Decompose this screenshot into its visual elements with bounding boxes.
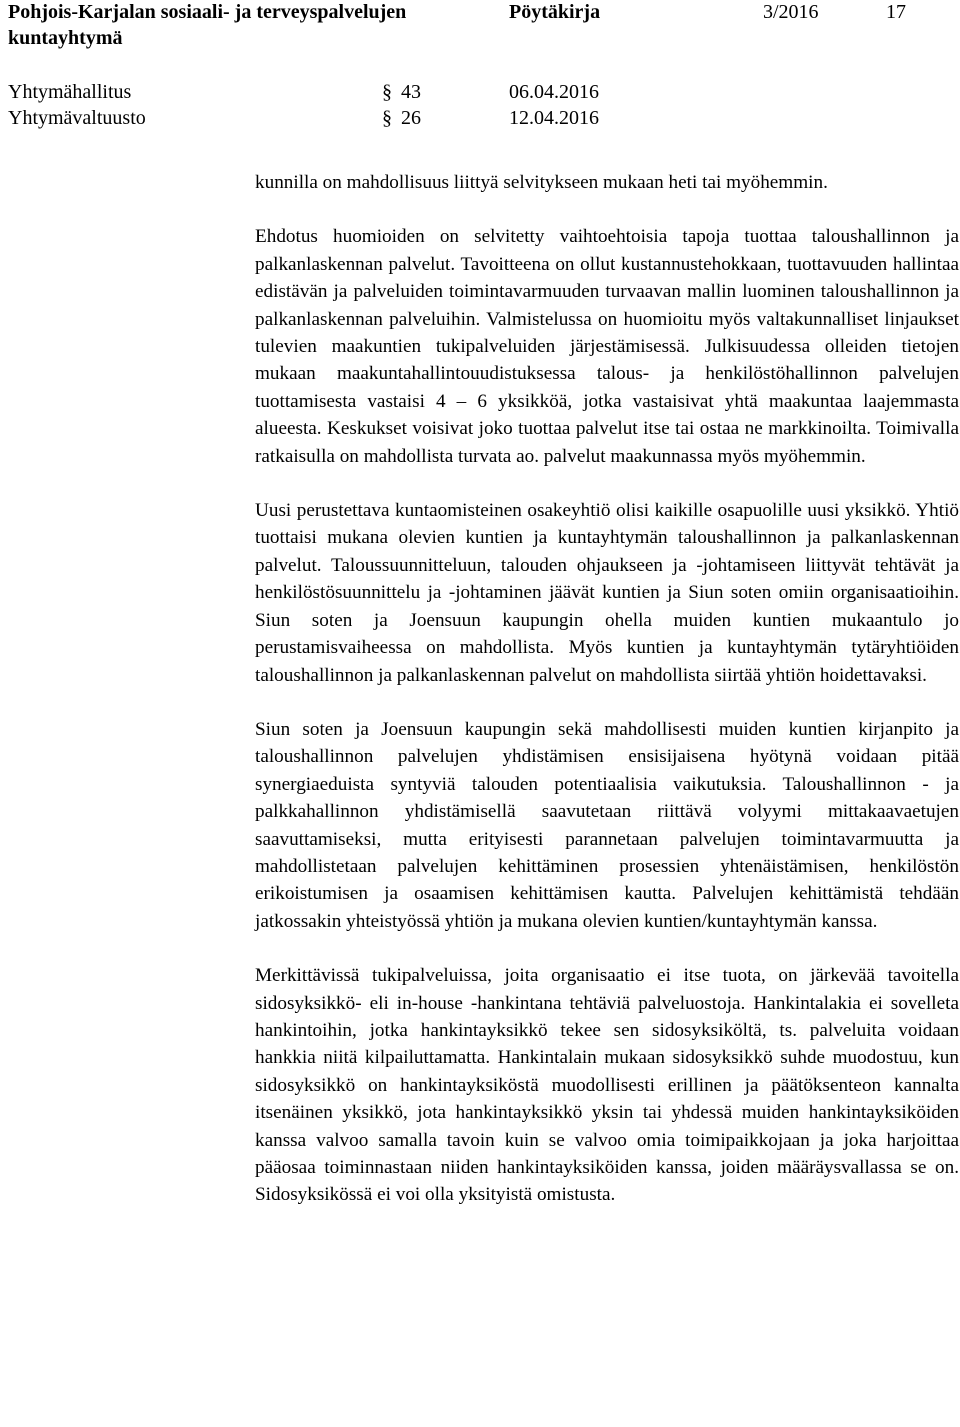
body-paragraph: Uusi perustettava kuntaomisteinen osakeyhtiö olisi kaikille osapuolille uusi yksikkö. Yhtiö tuottaisi mukana olevien kuntien ja kuntayhtymän taloushallinnon ja palkanlaskennan palvelut. Taloussuunnitteluun, talouden ohjaukseen ja -johtamiseen liittyvät tehtävät ja henkilöstösuunnittelu ja -johtaminen jäävät kuntien ja Siun soten omiin organisaatioihin. Siun soten ja Joensuun kaupungin ohella muiden kuntien mukaantulo jo perustamisvaiheessa on mahdollista. Myös kuntien ja kuntayhtymän tytäryhtiöiden taloushallinnon ja palkanlaskennan palvelut on mahdollista siirtää yhtiön hoidettavaksi. (255, 500, 959, 686)
body-paragraph: Siun soten ja Joensuun kaupungin sekä mahdollisesti muiden kuntien kirjanpito ja taloushallinnon palvelujen yhdistämisen ensisijaisena hyötynä voidaan pitää synergiaeduista syntyviä talouden potentiaalisia vaikutuksia. Taloushallinnon - ja palkkahallinnon yhdistämisellä saavutetaan riittävä volyymi mittakaavaetujen saavuttamiseksi, mutta erityisesti parannetaan palvelujen toimintavarmuutta ja mahdollistetaan palvelujen kehittäminen prosessien yhtenäistämisen, henkilöstön erikoistumisen ja osaamisen kehittämisen kautta. Palvelujen kehittämistä tehdään jatkossakin yhteistyössä yhtiön ja mukana olevien kuntien/kuntayhtymän kanssa. (255, 718, 959, 932)
page-number: 17 (886, 1, 906, 23)
page-header (0, 0, 960, 60)
document-type: Pöytäkirja (509, 1, 601, 23)
document-number: 3/2016 (763, 1, 819, 23)
section-number: 43 (401, 81, 421, 103)
document-body (255, 169, 959, 1209)
meeting-row (0, 105, 960, 131)
section-number: 26 (401, 107, 421, 129)
meeting-date: 06.04.2016 (509, 81, 599, 103)
body-paragraph: kunnilla on mahdollisuus liittyä selvitykseen mukaan heti tai myöhemmin. (255, 172, 828, 193)
section-symbol: § (382, 81, 392, 103)
meeting-references (0, 79, 960, 131)
section-symbol: § (382, 107, 392, 129)
meeting-date: 12.04.2016 (509, 107, 599, 129)
meeting-body: Yhtymähallitus (8, 81, 132, 103)
body-paragraph: Ehdotus huomioiden on selvitetty vaihtoehtoisia tapoja tuottaa taloushallinnon ja palkanlaskennan palvelut. Tavoitteena on ollut kustannustehokkaan, tuottavuuden hallintaa edistävän ja palveluiden toimintavarmuuden turvaavan mallin luominen taloushallinnon ja palkanlaskennan palveluihin. Valmistelussa on huomioitu myös valtakunnalliset linjaukset tulevien maakuntien tukipalveluiden järjestämisessä. Julkisuudessa olleiden tietojen mukaan maakuntahallintouudistuksessa talous- ja henkilöstöhallinnon palvelujen tuottamisesta vastaisi 4 – 6 yksikköä, jotka vastaisivat yhtä maakuntaa laajemmasta alueesta. Keskukset voisivat joko tuottaa palvelut itse tai ostaa ne markkinoilta. Toimivalla ratkaisulla on mahdollista turvata ao. palvelut maakunnassa myös myöhemmin. (255, 226, 959, 467)
body-paragraph: Merkittävissä tukipalveluissa, joita organisaatio ei itse tuota, on järkevää tavoitella sidosyksikkö- eli in-house -hankintana tehtäviä palveluostoja. Hankintalakia ei sovelleta hankintoihin, jotka hankintayksikkö tekee sen sidosyksiköltä, ts. palveluita voidaan hankkia niitä kilpailuttamatta. Hankintalain mukaan sidosyksikkö suhde muodostuu, kun sidosyksikkö on hankintayksiköstä muodollisesti erillinen ja päätöksenteon kannalta itsenäinen yksikkö, jota hankintayksikkö yksin tai yhdessä muiden hankintayksiköiden kanssa valvoo samalla tavoin kuin se valvoo omia toimipaikkojaan ja joka harjoittaa pääosaa toiminnastaan niiden hankintayksiköiden kanssa, joiden määräysvallassa se on. Sidosyksikössä ei voi olla yksityistä omistusta. (255, 965, 959, 1206)
meeting-row (0, 79, 960, 105)
organization-name: Pohjois-Karjalan sosiaali- ja terveyspalvelujen kuntayhtymä (8, 1, 407, 49)
meeting-body: Yhtymävaltuusto (8, 107, 146, 129)
